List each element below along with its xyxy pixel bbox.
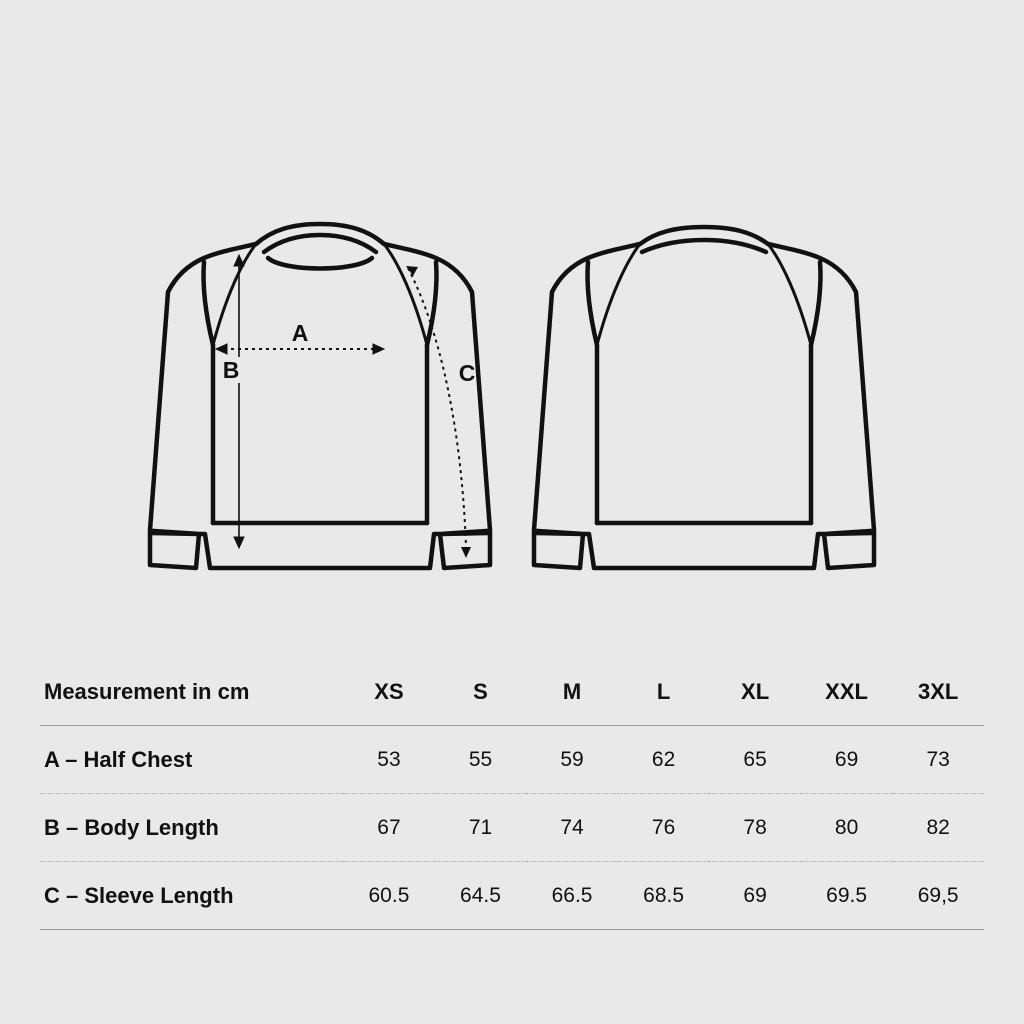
sweatshirt-back-outline <box>534 227 874 568</box>
measurement-annotations <box>216 255 471 558</box>
table-row <box>40 726 984 794</box>
marker-a-label: A <box>291 320 309 346</box>
cell-sleeve-length-m: 66.5 <box>526 862 618 930</box>
table-row <box>40 794 984 862</box>
cell-body-length-l: 76 <box>618 794 710 862</box>
column-header-l: L <box>618 658 710 726</box>
column-header-xs: XS <box>343 658 435 726</box>
cell-half-chest-m: 59 <box>526 726 618 794</box>
marker-c-label: C <box>458 360 476 386</box>
cell-sleeve-length-xs: 60.5 <box>343 862 435 930</box>
cell-half-chest-l: 62 <box>618 726 710 794</box>
cell-body-length-3xl: 82 <box>892 794 984 862</box>
row-label-sleeve-length: C – Sleeve Length <box>40 862 343 930</box>
column-header-measurement: Measurement in cm <box>40 658 343 726</box>
cell-half-chest-s: 55 <box>435 726 527 794</box>
cell-sleeve-length-l: 68.5 <box>618 862 710 930</box>
table-header-row <box>40 658 984 726</box>
cell-half-chest-xs: 53 <box>343 726 435 794</box>
cell-body-length-xl: 78 <box>709 794 800 862</box>
cell-sleeve-length-xxl: 69.5 <box>801 862 893 930</box>
cell-half-chest-xl: 65 <box>709 726 800 794</box>
cell-sleeve-length-xl: 69 <box>709 862 800 930</box>
measure-b-body-length <box>234 255 244 548</box>
cell-body-length-xs: 67 <box>343 794 435 862</box>
table-header <box>40 658 984 726</box>
cell-sleeve-length-s: 64.5 <box>435 862 527 930</box>
column-header-s: S <box>435 658 527 726</box>
column-header-3xl: 3XL <box>892 658 984 726</box>
cell-half-chest-xxl: 69 <box>801 726 893 794</box>
table-row <box>40 862 984 930</box>
sweatshirt-front-outline <box>150 224 490 568</box>
cell-half-chest-3xl: 73 <box>892 726 984 794</box>
table-body <box>40 726 984 930</box>
row-label-half-chest: A – Half Chest <box>40 726 343 794</box>
measurements-table <box>40 658 984 930</box>
cell-sleeve-length-3xl: 69,5 <box>892 862 984 930</box>
column-header-m: M <box>526 658 618 726</box>
row-label-body-length: B – Body Length <box>40 794 343 862</box>
cell-body-length-s: 71 <box>435 794 527 862</box>
column-header-xl: XL <box>709 658 800 726</box>
cell-body-length-m: 74 <box>526 794 618 862</box>
cell-body-length-xxl: 80 <box>801 794 893 862</box>
column-header-xxl: XXL <box>801 658 893 726</box>
marker-b-label: B <box>222 357 240 383</box>
